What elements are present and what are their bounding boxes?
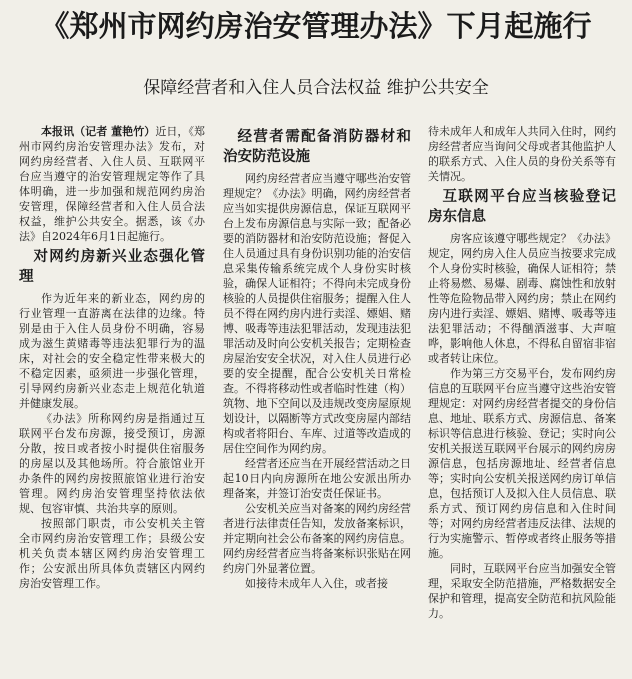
paragraph: 如接待未成年人入住，或者接 bbox=[245, 577, 388, 590]
paragraph: 经营者还应当在开展经营活动之日起10日内向房源所在地公安派出所办理备案，并签订治安责任保证书。 bbox=[223, 457, 411, 500]
paragraph: 《办法》所称网约房是指通过互联网平台发布房源，接受预订，房源分散，按日或者按小时提供住宿服务的房屋以及其他场所。符合旅馆业开办条件的网约房按照旅馆业进行治安管理。网约房治安管理坚持依法依规、包容审慎、共治共享的原则。 bbox=[19, 412, 205, 515]
paragraph-continued: 待未成年人和成年人共同入住时，网约房经营者应当询问父母或者其他监护人的联系方式、入住人员的身份关系等有关情况。 bbox=[428, 125, 616, 183]
column-2 bbox=[223, 124, 411, 676]
paragraph: 作为近年来的新业态，网约房的行业管理一直游离在法律的边缘。特别是由于入住人员身份不明确，容易成为滋生黄赌毒等违法犯罪行为的温床，对社会的安全稳定性带来极大的不稳定因素，亟须进一步强化管理，引导网约房新兴业态走上规范化轨道并健康发展。 bbox=[19, 292, 205, 410]
paragraph: 同时，互联网平台应当加强安全管理，采取安全防范措施，严格数据安全保护和管理，提高安全防范和抗风险能力。 bbox=[428, 562, 616, 620]
subheadline: 保障经营者和入住人员合法权益 维护公共安全 bbox=[143, 78, 489, 98]
lead-text: 近日，《郑州市网约房治安管理办法》发布，对网约房经营者、入住人员、互联网平台应当遵守的治安管理规定等作了具体明确，进一步加强和规范网约房治安管理，保障经营者和入住人员合法权益，维护公共安全。据悉，该《办法》自2024年6月1日起施行。 bbox=[19, 125, 205, 243]
paragraph: 网约房经营者应当遵守哪些治安管理规定？《办法》明确，网约房经营者应当如实提供房源信息，保证互联网平台上发布房源信息与实际一致；配备必要的消防器材和治安防范设施；督促入住人员通过具有身份识别功能的治安信息采集传输系统完成个人身份实时核验，确保人证相符；不得向未完成身份核验的人员提供住宿服务；提醒入住人员不得在网约房内进行卖淫、嫖娼、赌博、吸毒等违法犯罪活动，发现违法犯罪活动及时向公安机关报告；定期检查房屋治安安全状况，对入住人员进行必要的安全提醒，配合公安机关日常检查。不得将移动性或者临时性建（构）筑物、地下空间以及违规改变房屋原规划设计，以隔断等方式改变房屋内部结构或者将阳台、车库、过道等改造成的居住空间作为网约房。 bbox=[223, 172, 411, 455]
paragraph: 公安机关应当对备案的网约房经营者进行法律责任告知，发放备案标识，并定期向社会公布备案的网约房信息。网约房经营者应当将备案标识张贴在网约房门外显著位置。 bbox=[223, 502, 411, 575]
column-3 bbox=[428, 124, 616, 676]
paragraph: 按照部门职责，市公安机关主管全市网约房治安管理工作；县级公安机关负责本辖区网约房治安管理工作；公安派出所具体负责辖区内网约房治安管理工作。 bbox=[19, 517, 205, 590]
paragraph: 房客应该遵守哪些规定？《办法》规定，网约房入住人员应当按要求完成个人身份实时核验，确保人证相符；禁止将易燃、易爆、剧毒、腐蚀性和放射性等危险物品带入网约房；禁止在网约房内进行卖淫、嫖娼、赌博、吸毒等违法犯罪活动；不得酗酒滋事、大声喧哗，影响他人休息，不得私自留宿非宿或者转让床位。 bbox=[428, 232, 616, 365]
byline: 本报讯（记者 董艳竹） bbox=[41, 125, 156, 138]
lead-paragraph bbox=[19, 124, 205, 244]
section-heading-3: 互联网平台应当核验登记房东信息 bbox=[428, 189, 616, 225]
paragraph: 作为第三方交易平台，发布网约房信息的互联网平台应当遵守这些治安管理规定：对网约房经营者提交的身份信息、地址、联系方式、房源信息、备案标识等信息进行核验、登记；实时向公安机关报送互联网平台展示的网约房房源信息，包括房源地址、经营者信息等；实时向公安机关报送网约房订单信息，包括预订人及拟入住人员信息、联系方式、预订网约房信息和入住时间等；对网约房经营者违反法律、法规的行为实施警示、暂停或者终止服务等措施。 bbox=[428, 367, 616, 560]
column-1 bbox=[19, 124, 205, 676]
section-heading-1: 对网约房新兴业态强化管理 bbox=[19, 249, 205, 285]
headline: 《郑州市网约房治安管理办法》下月起施行 bbox=[40, 9, 592, 43]
section-heading-2: 经营者需配备消防器材和治安防范设施 bbox=[223, 129, 411, 165]
